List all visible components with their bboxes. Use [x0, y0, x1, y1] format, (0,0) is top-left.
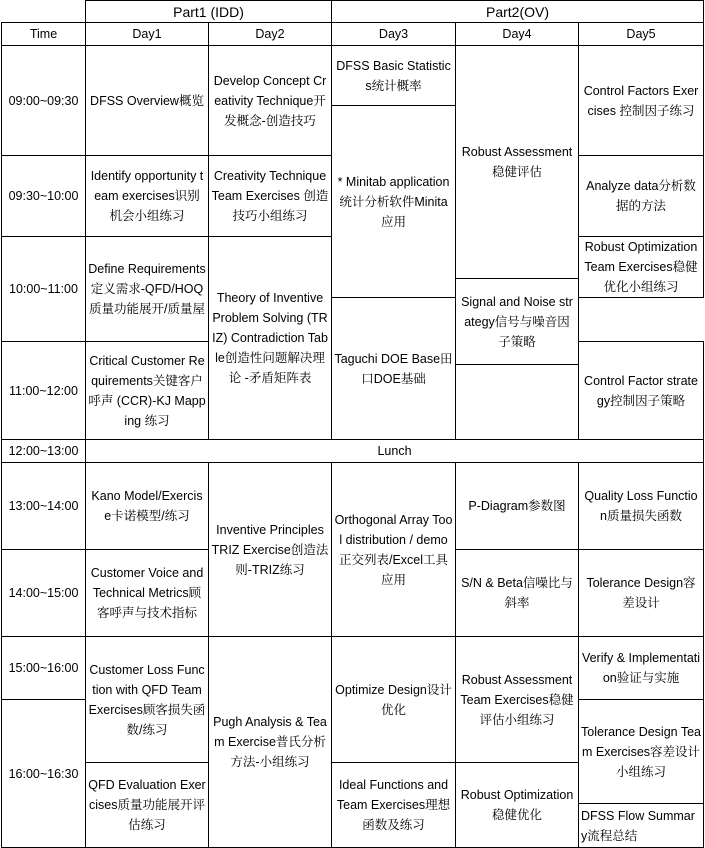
day5-session: Tolerance Design容差设计 [579, 550, 704, 637]
day2-session: Inventive Principles TRIZ Exercise创造法则-TRIZ练习 [209, 463, 332, 637]
time-slot: 11:00~12:00 [2, 342, 86, 440]
time-header: Time [2, 23, 86, 46]
day5-session: Analyze data分析数据的方法 [579, 156, 704, 237]
training-schedule-table [1, 0, 704, 848]
day1-session: Identify opportunity team exercises识别机会小组练习 [86, 156, 209, 237]
time-slot: 09:00~09:30 [2, 46, 86, 156]
day3-session: Orthogonal Array Tool distribution / demo正交列表/Excel工具应用 [332, 463, 456, 637]
day4-session: Robust Assessment稳健评估 [456, 46, 579, 279]
time-slot: 09:30~10:00 [2, 156, 86, 237]
day2-header: Day2 [209, 23, 332, 46]
day4-session: P-Diagram参数图 [456, 463, 579, 550]
day1-session: Critical Customer Requirements关键客户呼声 (CCR)-KJ Mapping 练习 [86, 342, 209, 440]
day5-header: Day5 [579, 23, 704, 46]
day5-session: Verify & Implementation验证与实施 [579, 637, 704, 700]
day4-session: Robust Assessment Team Exercises稳健评估小组练习 [456, 637, 579, 763]
day2-session: Creativity Technique Team Exercises 创造技巧小组练习 [209, 156, 332, 237]
day4-session: Signal and Noise strategy信号与噪音因子策略 [456, 279, 579, 365]
time-slot: 13:00~14:00 [2, 463, 86, 550]
day3-session: * Minitab application统计分析软件Minita应用 [332, 106, 456, 298]
time-slot: 15:00~16:00 [2, 637, 86, 700]
day1-session: Customer Voice and Technical Metrics顾客呼声与技术指标 [86, 550, 209, 637]
day5-session: DFSS Flow Summary流程总结 [579, 804, 704, 848]
day1-session: DFSS Overview概览 [86, 46, 209, 156]
day5-session: Robust Optimization Team Exercises稳健优化小组练习 [579, 237, 704, 298]
day1-session: QFD Evaluation Exercises质量功能展开评估练习 [86, 763, 209, 848]
day2-session: Pugh Analysis & Team Exercise普氏分析方法-小组练习 [209, 637, 332, 848]
day5-session: Tolerance Design Team Exercises容差设计小组练习 [579, 700, 704, 804]
part2-header: Part2(OV) [332, 1, 704, 23]
day1-session: Customer Loss Function with QFD Team Exercises顾客损失函数/练习 [86, 637, 209, 763]
header-corner [2, 1, 86, 23]
day3-session: DFSS Basic Statistics统计概率 [332, 46, 456, 106]
day3-header: Day3 [332, 23, 456, 46]
day2-session: Theory of Inventive Problem Solving (TRIZ) Contradiction Table创造性问题解决理论 -矛盾矩阵表 [209, 237, 332, 440]
time-slot: 12:00~13:00 [2, 440, 86, 463]
day1-header: Day1 [86, 23, 209, 46]
day4-session: Robust Optimization稳健优化 [456, 763, 579, 848]
day5-session: Quality Loss Function质量损失函数 [579, 463, 704, 550]
day5-session: Control Factors Exercises 控制因子练习 [579, 46, 704, 156]
time-slot: 16:00~16:30 [2, 700, 86, 848]
day2-session: Develop Concept Creativity Technique开发概念-创造技巧 [209, 46, 332, 156]
day4-session: Control Factor strategy控制因子策略 [579, 342, 704, 440]
day1-session: Define Requirements定义需求-QFD/HOQ质量功能展开/质量屋 [86, 237, 209, 342]
day1-session: Kano Model/Exercise卡诺模型/练习 [86, 463, 209, 550]
day4-header: Day4 [456, 23, 579, 46]
lunch-row: Lunch [86, 440, 704, 463]
day3-session: Taguchi DOE Base田口DOE基础 [332, 298, 456, 440]
part1-header: Part1 (IDD) [86, 1, 332, 23]
day3-session: Ideal Functions and Team Exercises理想函数及练习 [332, 763, 456, 848]
day4-session: S/N & Beta信噪比与斜率 [456, 550, 579, 637]
time-slot: 14:00~15:00 [2, 550, 86, 637]
time-slot: 10:00~11:00 [2, 237, 86, 342]
day3-session: Optimize Design设计优化 [332, 637, 456, 763]
